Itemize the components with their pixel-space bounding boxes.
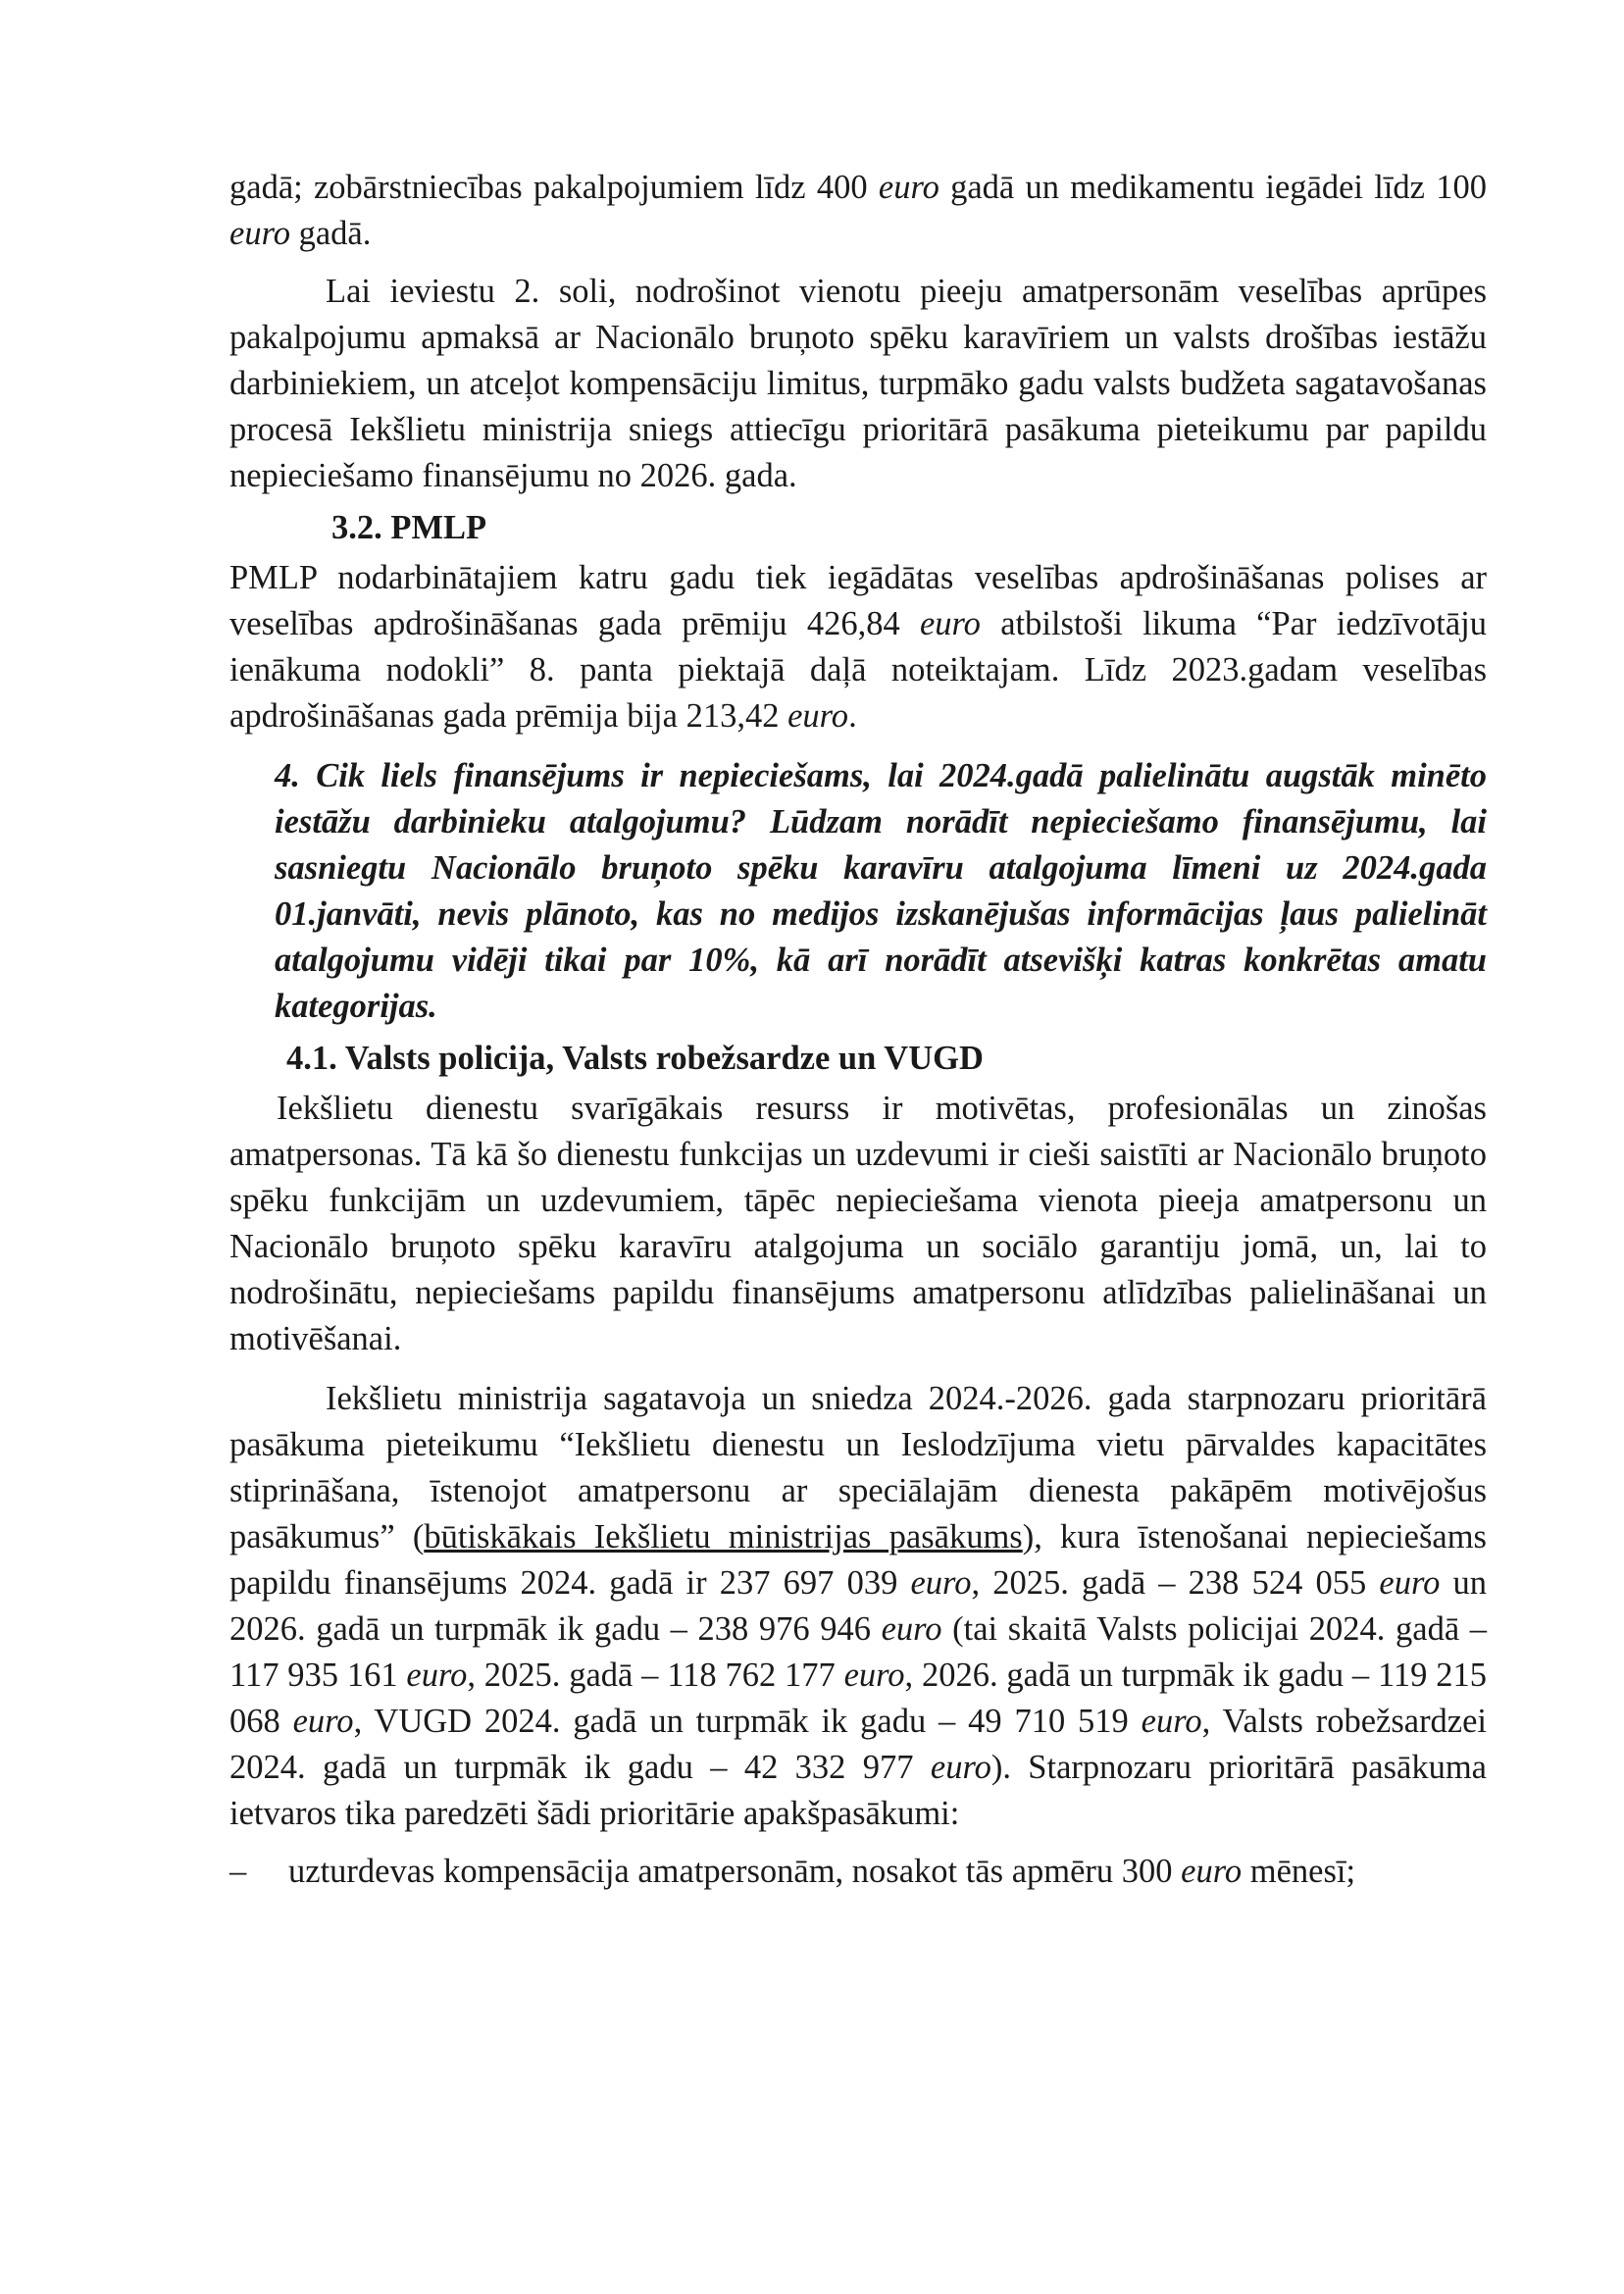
paragraph-step-two: Lai ieviestu 2. soli, nodrošinot vienotu pieeju amatpersonām veselības aprūpes pakalpojumu apmaksā ar Nacionālo bruņoto spēku karavīriem un valsts drošības iestāžu darbiniekiem, un atceļot kompensāciju limitus, turpmāko gadu valsts budžeta sagatavošanas procesā Iekšlietu ministrija sniegs attiecīgu prioritārā pasākuma pieteikumu par papildu nepieciešamo finansējumu no 2026. gada. <box>229 273 1487 494</box>
paragraph-ministry-application: Iekšlietu ministrija sagatavoja un sniedza 2024.-2026. gada starpnozaru prioritārā pasākuma pieteikumu “Iekšlietu dienestu un Ieslodzījuma vietu pārvaldes kapacitātes stiprināšana, īstenojot amatpersonu ar speciālajām dienesta pakāpēm motivējošus pasākumus” (būtiskākais Iekšlietu ministrijas pasākums), kura īstenošanai nepieciešams papildu finansējums 2024. gadā ir 237 697 039 euro, 2025. gadā – 238 524 055 euro un 2026. gadā un turpmāk ik gadu – 238 976 946 euro (tai skaitā Valsts policijai 2024. gadā – 117 935 161 euro, 2025. gadā – 118 762 177 euro, 2026. gadā un turpmāk ik gadu – 119 215 068 euro, VUGD 2024. gadā un turpmāk ik gadu – 49 710 519 euro, Valsts robežsardzei 2024. gadā un turpmāk ik gadu – 42 332 977 euro). Starpnozaru prioritārā pasākuma ietvaros tika paredzēti šādi prioritārie apakšpasākumi: <box>229 1380 1488 1832</box>
section-heading-3-2: 3.2. PMLP <box>331 509 487 546</box>
document-page <box>229 165 1487 1895</box>
ministry-measure-link[interactable]: būtiskākais Iekšlietu ministrijas pasākums <box>424 1518 1023 1555</box>
list-dash: – <box>229 1853 247 1890</box>
paragraph-resources: Iekšlietu dienestu svarīgākais resurss ir motivētas, profesionālas un zinošas amatpersonas. Tā kā šo dienestu funkcijas un uzdevumi ir cieši saistīti ar Nacionālo bruņoto spēku funkcijām un uzdevumiem, tāpēc nepieciešama vienota pieeja amatpersonu un Nacionālo bruņoto spēku karavīru atalgojuma un sociālo garantiju jomā, un, lai to nodrošinātu, nepieciešams papildu finansējums amatpersonu atlīdzības palielināšanai un motivēšanai. <box>229 1090 1487 1357</box>
list-item <box>229 1849 1487 1895</box>
paragraph-health-limits: gadā; zobārstniecības pakalpojumiem līdz 400 euro gadā un medikamentu iegādei līdz 100 euro gadā. <box>229 169 1488 252</box>
question-4: 4. Cik liels finansējums ir nepieciešams, lai 2024.gadā palielinātu augstāk minēto iestāžu darbinieku atalgojumu? Lūdzam norādīt nepieciešamo finansējumu, lai sasniegtu Nacionālo bruņoto spēku karavīru atalgojuma līmeni uz 2024.gada 01.janvāti, nevis plānoto, kas no medijos izskanējušas informācijas ļaus palielināt atalgojumu vidēji tikai par 10%, kā arī norādīt atsevišķi katras konkrētas amatu kategorijas. <box>275 757 1487 1025</box>
section-heading-4-1: 4.1. Valsts policija, Valsts robežsardze un VUGD <box>286 1040 984 1077</box>
list-item-text: uzturdevas kompensācija amatpersonām, nosakot tās apmēru 300 euro mēnesī; <box>288 1853 1356 1890</box>
paragraph-pmlp: PMLP nodarbinātajiem katru gadu tiek iegādātas veselības apdrošināšanas polises ar veselības apdrošināšanas gada prēmiju 426,84 euro atbilstoši likuma “Par iedzīvotāju ienākuma nodokli” 8. panta piektajā daļā noteiktajam. Līdz 2023.gadam veselības apdrošināšanas gada prēmija bija 213,42 euro. <box>229 559 1487 735</box>
